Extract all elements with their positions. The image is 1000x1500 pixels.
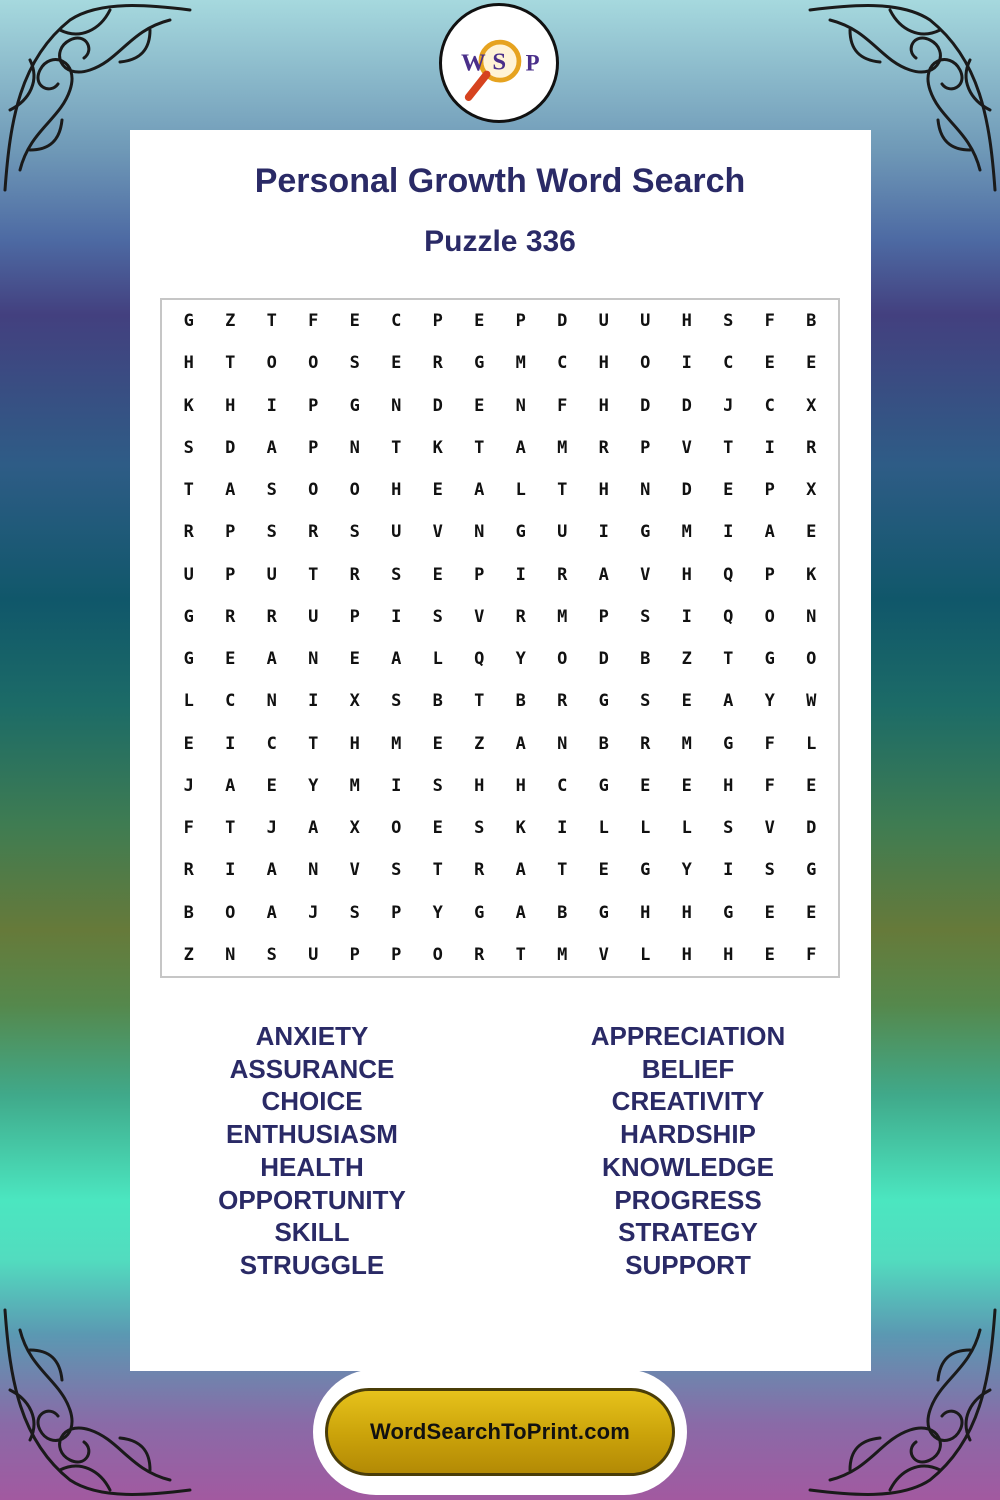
grid-cell[interactable]: P: [349, 944, 360, 965]
grid-cell[interactable]: E: [474, 395, 485, 416]
grid-cell[interactable]: C: [266, 733, 277, 754]
grid-cell[interactable]: E: [806, 775, 817, 796]
grid-cell[interactable]: G: [723, 733, 734, 754]
grid-cell[interactable]: F: [557, 395, 568, 416]
grid-cell[interactable]: E: [806, 353, 817, 374]
grid-cell[interactable]: F: [764, 311, 775, 332]
grid-cell[interactable]: M: [557, 606, 568, 627]
grid-cell[interactable]: L: [640, 818, 651, 839]
grid-cell[interactable]: I: [225, 860, 236, 881]
grid-cell[interactable]: B: [183, 902, 194, 923]
grid-cell[interactable]: Q: [723, 606, 734, 627]
grid-cell[interactable]: Z: [225, 311, 236, 332]
grid-cell[interactable]: Y: [764, 691, 775, 712]
grid-cell[interactable]: T: [225, 353, 236, 374]
grid-cell[interactable]: R: [432, 353, 443, 374]
grid-cell[interactable]: C: [557, 775, 568, 796]
grid-cell[interactable]: T: [225, 818, 236, 839]
grid-cell[interactable]: I: [515, 564, 526, 585]
grid-cell[interactable]: H: [225, 395, 236, 416]
word-list-item: OPPORTUNITY: [218, 1184, 406, 1215]
grid-cell[interactable]: E: [349, 649, 360, 670]
grid-cell[interactable]: S: [764, 860, 775, 881]
grid-cell[interactable]: P: [515, 311, 526, 332]
grid-cell[interactable]: E: [806, 522, 817, 543]
grid-cell[interactable]: Q: [723, 564, 734, 585]
grid-cell[interactable]: E: [723, 480, 734, 501]
grid-cell[interactable]: A: [391, 649, 402, 670]
grid-cell[interactable]: J: [723, 395, 734, 416]
grid-cell[interactable]: E: [391, 353, 402, 374]
grid-cell[interactable]: Y: [308, 775, 319, 796]
grid-cell[interactable]: G: [640, 860, 651, 881]
word-list-item: ENTHUSIASM: [226, 1119, 398, 1150]
grid-cell[interactable]: A: [225, 480, 236, 501]
grid-cell[interactable]: D: [557, 311, 568, 332]
grid-cell[interactable]: U: [557, 522, 568, 543]
grid-cell[interactable]: F: [806, 944, 817, 965]
grid-cell[interactable]: D: [681, 480, 692, 501]
grid-cell[interactable]: A: [515, 437, 526, 458]
grid-cell[interactable]: A: [515, 733, 526, 754]
grid-cell[interactable]: S: [391, 564, 402, 585]
grid-cell[interactable]: O: [557, 649, 568, 670]
grid-cell[interactable]: O: [391, 818, 402, 839]
grid-cell[interactable]: R: [557, 691, 568, 712]
grid-cell[interactable]: T: [723, 649, 734, 670]
grid-cell[interactable]: R: [308, 522, 319, 543]
grid-cell[interactable]: E: [598, 860, 609, 881]
grid-cell[interactable]: O: [806, 649, 817, 670]
grid-cell[interactable]: U: [183, 564, 194, 585]
grid-cell[interactable]: L: [183, 691, 194, 712]
grid-cell[interactable]: P: [474, 564, 485, 585]
grid-cell[interactable]: R: [474, 944, 485, 965]
grid-cell[interactable]: S: [349, 522, 360, 543]
word-list-item: HEALTH: [260, 1151, 364, 1182]
grid-cell[interactable]: T: [474, 691, 485, 712]
grid-cell[interactable]: A: [266, 437, 277, 458]
word-list-item: SUPPORT: [625, 1249, 751, 1280]
grid-cell[interactable]: B: [515, 691, 526, 712]
wsp-logo: [439, 3, 559, 123]
grid-cell[interactable]: P: [640, 437, 651, 458]
grid-cell[interactable]: T: [557, 860, 568, 881]
grid-cell[interactable]: O: [764, 606, 775, 627]
grid-cell[interactable]: H: [391, 480, 402, 501]
grid-cell[interactable]: E: [764, 944, 775, 965]
logo-letter-w: W: [461, 49, 486, 77]
grid-cell[interactable]: G: [806, 860, 817, 881]
grid-cell[interactable]: V: [349, 860, 360, 881]
word-list-item: STRATEGY: [618, 1217, 758, 1248]
grid-cell[interactable]: R: [183, 860, 194, 881]
grid-cell[interactable]: S: [349, 902, 360, 923]
grid-cell[interactable]: D: [432, 395, 443, 416]
grid-cell[interactable]: O: [266, 353, 277, 374]
grid-cell[interactable]: J: [266, 818, 277, 839]
grid-cell[interactable]: J: [183, 775, 194, 796]
word-list-left: [162, 1020, 462, 1282]
grid-cell[interactable]: N: [806, 606, 817, 627]
grid-cell[interactable]: E: [764, 902, 775, 923]
grid-cell[interactable]: E: [640, 775, 651, 796]
grid-cell[interactable]: G: [598, 775, 609, 796]
grid-cell[interactable]: H: [681, 564, 692, 585]
grid-cell[interactable]: S: [723, 311, 734, 332]
word-list-item: STRUGGLE: [239, 1249, 385, 1280]
grid-cell[interactable]: Y: [432, 902, 443, 923]
grid-cell[interactable]: R: [806, 437, 817, 458]
grid-cell[interactable]: T: [183, 480, 194, 501]
grid-cell[interactable]: M: [391, 733, 402, 754]
grid-cell[interactable]: H: [598, 353, 609, 374]
word-list-item: APPRECIATION: [590, 1021, 786, 1051]
grid-cell[interactable]: E: [806, 902, 817, 923]
word-list-item: PROGRESS: [614, 1184, 762, 1215]
grid-cell[interactable]: A: [308, 818, 319, 839]
grid-cell[interactable]: G: [764, 649, 775, 670]
grid-cell[interactable]: P: [432, 311, 443, 332]
grid-cell[interactable]: E: [183, 733, 194, 754]
grid-cell[interactable]: K: [183, 395, 194, 416]
grid-cell[interactable]: A: [266, 860, 277, 881]
grid-cell[interactable]: O: [308, 353, 319, 374]
grid-cell[interactable]: H: [723, 944, 734, 965]
grid-cell[interactable]: H: [515, 775, 526, 796]
grid-cell[interactable]: O: [308, 480, 319, 501]
grid-cell[interactable]: S: [723, 818, 734, 839]
grid-cell[interactable]: V: [640, 564, 651, 585]
grid-cell[interactable]: I: [225, 733, 236, 754]
grid-cell[interactable]: U: [598, 311, 609, 332]
grid-cell[interactable]: N: [640, 480, 651, 501]
grid-cell[interactable]: A: [266, 902, 277, 923]
grid-cell[interactable]: G: [349, 395, 360, 416]
grid-cell[interactable]: M: [349, 775, 360, 796]
grid-cell[interactable]: A: [266, 649, 277, 670]
grid-cell[interactable]: N: [225, 944, 236, 965]
grid-cell[interactable]: B: [640, 649, 651, 670]
grid-cell[interactable]: L: [806, 733, 817, 754]
grid-cell[interactable]: M: [557, 437, 568, 458]
grid-cell[interactable]: N: [391, 395, 402, 416]
grid-cell[interactable]: D: [598, 649, 609, 670]
grid-cell[interactable]: T: [391, 437, 402, 458]
grid-cell[interactable]: Z: [681, 649, 692, 670]
grid-cell[interactable]: E: [432, 480, 443, 501]
grid-cell[interactable]: I: [308, 691, 319, 712]
grid-cell[interactable]: T: [515, 944, 526, 965]
grid-cell[interactable]: K: [806, 564, 817, 585]
grid-cell[interactable]: F: [764, 733, 775, 754]
grid-cell[interactable]: V: [764, 818, 775, 839]
letter-grid: [160, 298, 840, 978]
grid-cell[interactable]: X: [349, 818, 360, 839]
grid-cell[interactable]: D: [681, 395, 692, 416]
word-list-right: [538, 1020, 838, 1282]
grid-cell[interactable]: H: [681, 311, 692, 332]
grid-cell[interactable]: H: [183, 353, 194, 374]
logo-letter-s: S: [492, 48, 507, 76]
grid-cell[interactable]: B: [557, 902, 568, 923]
grid-cell[interactable]: N: [349, 437, 360, 458]
grid-cell[interactable]: S: [640, 691, 651, 712]
grid-cell[interactable]: S: [266, 480, 277, 501]
grid-cell[interactable]: M: [557, 944, 568, 965]
word-list-item: CREATIVITY: [611, 1086, 765, 1117]
grid-cell[interactable]: E: [266, 775, 277, 796]
grid-cell[interactable]: E: [349, 311, 360, 332]
grid-cell[interactable]: E: [681, 691, 692, 712]
grid-cell[interactable]: L: [515, 480, 526, 501]
grid-cell[interactable]: T: [557, 480, 568, 501]
grid-cell[interactable]: R: [474, 860, 485, 881]
word-list-item: ANXIETY: [255, 1021, 369, 1051]
grid-cell[interactable]: E: [432, 818, 443, 839]
grid-cell[interactable]: I: [681, 353, 692, 374]
grid-cell[interactable]: A: [515, 860, 526, 881]
grid-cell[interactable]: S: [432, 606, 443, 627]
grid-cell[interactable]: G: [598, 691, 609, 712]
grid-cell[interactable]: G: [723, 902, 734, 923]
grid-cell[interactable]: N: [557, 733, 568, 754]
grid-cell[interactable]: U: [308, 944, 319, 965]
grid-cell[interactable]: F: [764, 775, 775, 796]
grid-cell[interactable]: A: [764, 522, 775, 543]
grid-cell[interactable]: U: [640, 311, 651, 332]
grid-cell[interactable]: P: [225, 564, 236, 585]
grid-cell[interactable]: Y: [681, 860, 692, 881]
grid-cell[interactable]: E: [474, 311, 485, 332]
grid-cell[interactable]: L: [432, 649, 443, 670]
grid-cell[interactable]: C: [557, 353, 568, 374]
page-title: Personal Growth Word Search: [254, 162, 746, 200]
grid-cell[interactable]: E: [432, 564, 443, 585]
grid-cell[interactable]: P: [764, 480, 775, 501]
grid-cell[interactable]: G: [640, 522, 651, 543]
grid-cell[interactable]: X: [806, 480, 817, 501]
grid-cell[interactable]: C: [391, 311, 402, 332]
grid-cell[interactable]: I: [764, 437, 775, 458]
grid-cell[interactable]: A: [474, 480, 485, 501]
grid-cell[interactable]: O: [349, 480, 360, 501]
grid-cell[interactable]: A: [723, 691, 734, 712]
grid-cell[interactable]: D: [640, 395, 651, 416]
grid-cell[interactable]: P: [764, 564, 775, 585]
logo-letter-p: P: [525, 50, 540, 76]
grid-cell[interactable]: I: [266, 395, 277, 416]
grid-cell[interactable]: T: [432, 860, 443, 881]
grid-cell[interactable]: H: [681, 902, 692, 923]
grid-cell[interactable]: H: [723, 775, 734, 796]
grid-cell[interactable]: H: [349, 733, 360, 754]
grid-cell[interactable]: K: [515, 818, 526, 839]
grid-cell[interactable]: X: [349, 691, 360, 712]
grid-cell[interactable]: Q: [474, 649, 485, 670]
grid-cell[interactable]: E: [681, 775, 692, 796]
grid-cell[interactable]: R: [183, 522, 194, 543]
grid-cell[interactable]: P: [349, 606, 360, 627]
grid-cell[interactable]: L: [640, 944, 651, 965]
grid-cell[interactable]: C: [764, 395, 775, 416]
grid-cell[interactable]: V: [474, 606, 485, 627]
grid-cell[interactable]: R: [557, 564, 568, 585]
grid-cell[interactable]: Z: [474, 733, 485, 754]
grid-cell[interactable]: G: [515, 522, 526, 543]
grid-cell[interactable]: G: [474, 902, 485, 923]
word-list-item: CHOICE: [261, 1086, 363, 1117]
grid-cell[interactable]: Z: [183, 944, 194, 965]
grid-cell[interactable]: G: [474, 353, 485, 374]
grid-cell[interactable]: I: [723, 522, 734, 543]
word-list-item: HARDSHIP: [620, 1119, 756, 1150]
grid-cell[interactable]: T: [308, 733, 319, 754]
grid-cell[interactable]: R: [598, 437, 609, 458]
grid-cell[interactable]: A: [598, 564, 609, 585]
grid-cell[interactable]: C: [225, 691, 236, 712]
grid-cell[interactable]: T: [723, 437, 734, 458]
grid-cell[interactable]: B: [598, 733, 609, 754]
grid-cell[interactable]: S: [391, 691, 402, 712]
grid-cell[interactable]: B: [806, 311, 817, 332]
grid-cell[interactable]: D: [225, 437, 236, 458]
grid-cell[interactable]: M: [515, 353, 526, 374]
grid-cell[interactable]: E: [764, 353, 775, 374]
grid-cell[interactable]: U: [391, 522, 402, 543]
grid-cell[interactable]: D: [806, 818, 817, 839]
grid-cell[interactable]: N: [266, 691, 277, 712]
word-list-item: KNOWLEDGE: [602, 1151, 774, 1182]
grid-cell[interactable]: S: [474, 818, 485, 839]
grid-cell[interactable]: K: [432, 437, 443, 458]
grid-cell[interactable]: E: [225, 649, 236, 670]
grid-cell[interactable]: O: [640, 353, 651, 374]
grid-cell[interactable]: F: [183, 818, 194, 839]
grid-cell[interactable]: S: [349, 353, 360, 374]
grid-cell[interactable]: I: [723, 860, 734, 881]
site-link-button[interactable]: WordSearchToPrint.com: [325, 1388, 675, 1476]
grid-cell[interactable]: A: [515, 902, 526, 923]
grid-cell[interactable]: B: [432, 691, 443, 712]
grid-cell[interactable]: W: [806, 691, 817, 712]
grid-cell[interactable]: N: [515, 395, 526, 416]
grid-cell[interactable]: Y: [515, 649, 526, 670]
grid-cell[interactable]: X: [806, 395, 817, 416]
grid-cell[interactable]: R: [515, 606, 526, 627]
grid-cell[interactable]: H: [681, 944, 692, 965]
grid-cell[interactable]: V: [432, 522, 443, 543]
grid-cell[interactable]: V: [681, 437, 692, 458]
grid-cell[interactable]: S: [432, 775, 443, 796]
grid-cell[interactable]: O: [432, 944, 443, 965]
grid-cell[interactable]: P: [391, 902, 402, 923]
grid-cell[interactable]: S: [266, 522, 277, 543]
grid-cell[interactable]: G: [183, 649, 194, 670]
grid-cell[interactable]: G: [183, 606, 194, 627]
grid-cell[interactable]: T: [474, 437, 485, 458]
grid-cell[interactable]: O: [225, 902, 236, 923]
grid-cell[interactable]: L: [681, 818, 692, 839]
word-list-item: BELIEF: [641, 1053, 735, 1084]
grid-cell[interactable]: A: [225, 775, 236, 796]
grid-cell[interactable]: U: [308, 606, 319, 627]
grid-cell[interactable]: M: [681, 733, 692, 754]
grid-cell[interactable]: R: [349, 564, 360, 585]
grid-cell[interactable]: G: [598, 902, 609, 923]
grid-cell[interactable]: I: [391, 606, 402, 627]
grid-cell[interactable]: P: [598, 606, 609, 627]
grid-cell[interactable]: N: [308, 860, 319, 881]
grid-cell[interactable]: E: [432, 733, 443, 754]
grid-cell[interactable]: S: [640, 606, 651, 627]
grid-cell[interactable]: M: [681, 522, 692, 543]
grid-cell[interactable]: I: [681, 606, 692, 627]
grid-cell[interactable]: P: [308, 437, 319, 458]
grid-cell[interactable]: L: [598, 818, 609, 839]
puzzle-number: Puzzle 336: [424, 225, 576, 258]
grid-cell[interactable]: N: [474, 522, 485, 543]
grid-cell[interactable]: R: [640, 733, 651, 754]
grid-cell[interactable]: U: [266, 564, 277, 585]
grid-cell[interactable]: P: [391, 944, 402, 965]
grid-cell[interactable]: P: [225, 522, 236, 543]
grid-cell[interactable]: S: [183, 437, 194, 458]
grid-cell[interactable]: G: [183, 311, 194, 332]
grid-cell[interactable]: H: [598, 480, 609, 501]
grid-cell[interactable]: H: [474, 775, 485, 796]
grid-cell[interactable]: T: [266, 311, 277, 332]
word-list-item: ASSURANCE: [229, 1053, 395, 1084]
grid-cell[interactable]: P: [308, 395, 319, 416]
grid-cell[interactable]: I: [557, 818, 568, 839]
grid-cell[interactable]: V: [598, 944, 609, 965]
grid-cell[interactable]: H: [598, 395, 609, 416]
word-list-item: SKILL: [274, 1217, 350, 1248]
grid-cell[interactable]: T: [308, 564, 319, 585]
grid-cell[interactable]: C: [723, 353, 734, 374]
grid-cell[interactable]: R: [225, 606, 236, 627]
grid-cell[interactable]: S: [266, 944, 277, 965]
grid-cell[interactable]: I: [391, 775, 402, 796]
grid-cell[interactable]: H: [640, 902, 651, 923]
grid-cell[interactable]: R: [266, 606, 277, 627]
grid-cell[interactable]: J: [308, 902, 319, 923]
grid-cell[interactable]: F: [308, 311, 319, 332]
grid-cell[interactable]: I: [598, 522, 609, 543]
grid-cell[interactable]: N: [308, 649, 319, 670]
grid-cell[interactable]: S: [391, 860, 402, 881]
